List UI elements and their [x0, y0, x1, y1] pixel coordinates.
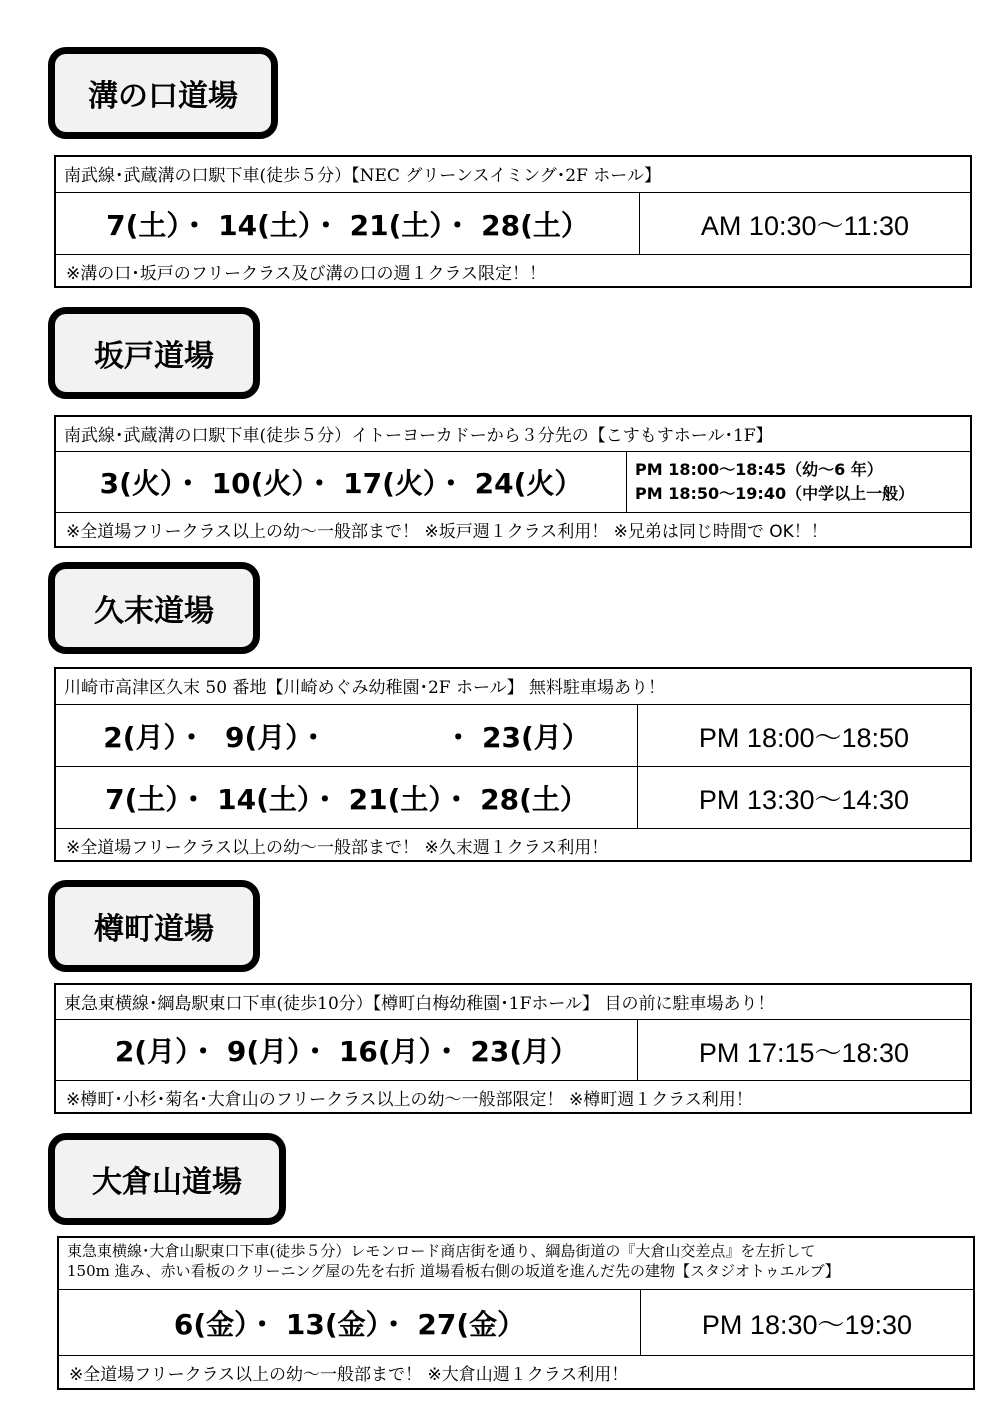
access-line: 150m 進み、赤い看板のクリーニング屋の先を右折 道場看板右側の坂道を進んだ先の建物【スタジオトゥエルブ】	[67, 1262, 840, 1280]
schedule-time	[627, 452, 970, 512]
dojo-title-okurayama: 大倉山道場	[48, 1133, 286, 1225]
schedule-time-kids: PM 18:00～18:45（幼～6 年）	[635, 460, 883, 479]
dojo-title-sakado: 坂戸道場	[48, 307, 260, 399]
schedule-time: PM 17:15～18:30	[698, 1037, 910, 1068]
schedule-time: AM 10:30～11:30	[700, 211, 910, 241]
dojo-title-tarumachi: 樽町道場	[48, 880, 260, 972]
access-info	[59, 1238, 973, 1290]
schedule-row	[56, 767, 970, 829]
schedule-row	[56, 193, 970, 255]
schedule-time-general: PM 18:50～19:40（中学以上一般）	[635, 484, 915, 503]
schedule-dates: 7(土）・ 14(土）・ 21(土）・ 28(土）	[56, 193, 640, 254]
schedule-dates: 2(月）・ 9(月）・ ・ 23(月）	[56, 705, 638, 766]
dojo-note: ※全道場フリークラス以上の幼～一般部まで！ ※大倉山週１クラス利用！	[69, 1365, 629, 1385]
dojo-table-tarumachi	[54, 983, 972, 1114]
schedule-time: PM 18:00～18:50	[698, 723, 910, 753]
access-info: 川崎市高津区久末 50 番地【川崎めぐみ幼稚園･2F ホール】 無料駐車場あり！	[56, 669, 970, 705]
dojo-title-mizonokuchi: 溝の口道場	[48, 47, 278, 139]
access-line: 東急東横線･大倉山駅東口下車(徒歩５分）レモンロード商店街を通り、綱島街道の『大倉山交差点』を左折して	[67, 1242, 816, 1260]
dojo-note: ※全道場フリークラス以上の幼～一般部まで！ ※久末週１クラス利用！	[66, 838, 609, 858]
schedule-dates: 7(土）・ 14(土）・ 21(土）・ 28(土）	[56, 767, 638, 828]
dojo-table-okurayama	[57, 1236, 975, 1390]
access-info: 南武線･武蔵溝の口駅下車(徒歩５分）【NEC グリーンスイミング･2F ホール】	[56, 157, 970, 193]
schedule-row	[56, 705, 970, 767]
schedule-row	[56, 452, 970, 513]
access-info: 東急東横線･綱島駅東口下車(徒歩10分）【樽町白梅幼稚園･1Fホール】 目の前に駐車場あり！	[56, 985, 970, 1020]
dojo-title-hisasue: 久末道場	[48, 562, 260, 654]
dojo-table-mizonokuchi	[54, 155, 972, 288]
dojo-note: ※樽町･小杉･菊名･大倉山のフリークラス以上の幼～一般部限定！ ※樽町週１クラス利用！	[66, 1090, 753, 1110]
dojo-table-hisasue	[54, 667, 972, 862]
schedule-dates: 6(金）・ 13(金）・ 27(金）	[59, 1290, 641, 1355]
access-info: 南武線･武蔵溝の口駅下車(徒歩５分）イトーヨーカドーから３分先の【こすもすホール･1F】	[56, 417, 970, 452]
schedule-time: PM 18:30～19:30	[701, 1310, 913, 1340]
schedule-dates: 2(月）・ 9(月）・ 16(月）・ 23(月）	[56, 1020, 638, 1080]
schedule-row	[56, 1020, 970, 1081]
schedule-row	[59, 1290, 973, 1356]
dojo-note: ※溝の口･坂戸のフリークラス及び溝の口の週１クラス限定！！	[66, 264, 547, 284]
schedule-dates: 3(火）・ 10(火）・ 17(火）・ 24(火）	[56, 452, 627, 512]
schedule-time: PM 13:30～14:30	[698, 785, 910, 815]
dojo-note: ※全道場フリークラス以上の幼～一般部まで！ ※坂戸週１クラス利用！ ※兄弟は同じ時間で OK！！	[66, 522, 828, 542]
dojo-table-sakado	[54, 415, 972, 548]
